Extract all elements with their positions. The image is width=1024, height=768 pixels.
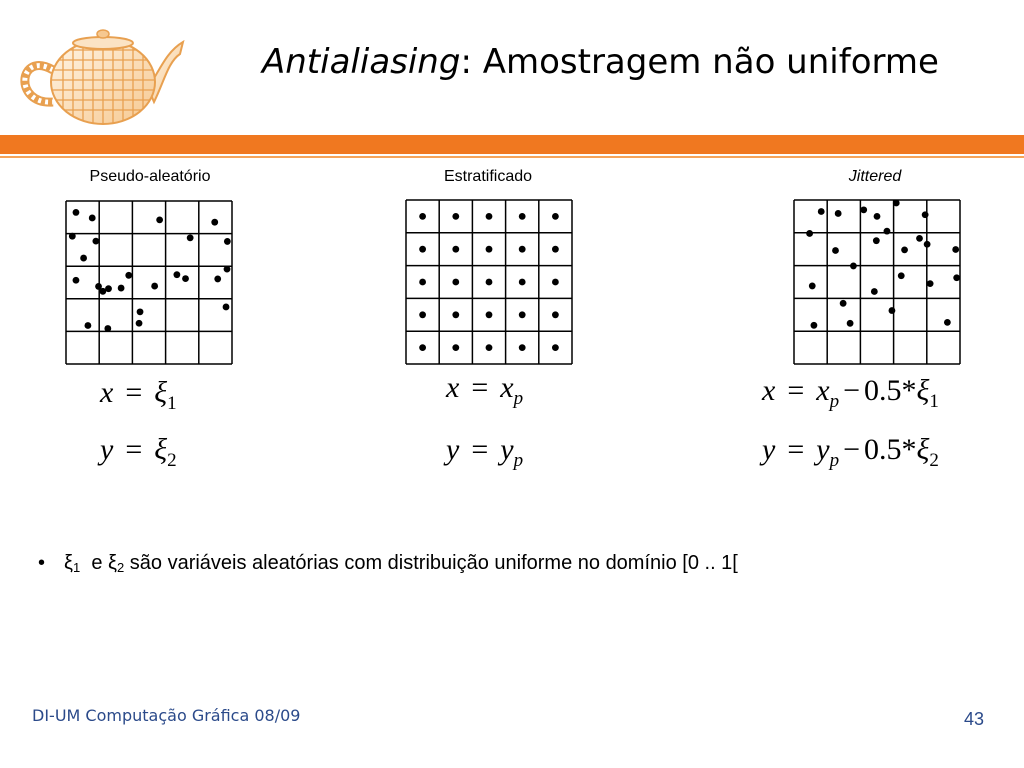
sample-point [519,213,526,220]
sample-point [850,263,857,270]
sample-point [105,285,112,292]
sample-point [832,247,839,254]
sample-point [835,210,842,217]
sample-point [486,213,493,220]
sample-point [80,255,87,262]
teapot-logo-icon [8,10,188,130]
stratified-grid [404,198,574,366]
slide-title [262,38,962,86]
sample-point [927,280,934,287]
formula-pseudo-x: $x = \xi_1$ [100,376,177,414]
sample-point [519,344,526,351]
formula-stratified-y: $y = y_p$ [446,433,524,471]
sample-point [953,274,960,281]
sample-point [898,272,905,279]
sample-point [452,279,459,286]
jittered-grid [792,198,962,366]
sample-point [486,279,493,286]
footer-course: DI-UM Computação Gráfica 08/09 [32,706,301,725]
sample-point [452,213,459,220]
sample-point [916,235,923,242]
sample-point [419,279,426,286]
title-italic: Antialiasing [262,42,461,82]
sample-point [151,283,158,290]
sample-point [486,311,493,318]
sample-point [893,200,900,207]
sample-point [419,311,426,318]
label-jittered: Jittered [848,168,902,185]
sample-point [89,215,96,222]
sample-point [871,288,878,295]
sample-point [552,311,559,318]
sample-point [69,233,76,240]
bullet-point: • $\xi_1$ e $\xi_2$ são variáveis aleatórias com distribuição uniforme no domínio [0 .. 1[ [38,552,738,575]
pseudo-random-grid [64,199,234,366]
sample-point [884,228,891,235]
sample-point [519,311,526,318]
bullet-text: são variáveis aleatórias com distribuição uniforme no domínio [0 .. 1[ [129,552,738,574]
sample-point [125,272,132,279]
sample-point [118,285,125,292]
sample-point [486,246,493,253]
sample-point [486,344,493,351]
sample-point [818,208,825,215]
formula-jittered-x: $x = x_p - 0.5*\xi_1$ [762,374,939,412]
sample-point [847,320,854,327]
sample-point [452,246,459,253]
sample-point [173,271,180,278]
sample-point [552,344,559,351]
bullet-icon: • [38,552,46,574]
orange-accent-line [0,156,1024,158]
sample-point [924,241,931,248]
sample-point [419,246,426,253]
sample-point [452,311,459,318]
sample-point [182,275,189,282]
sample-point [92,238,99,245]
sample-point [214,276,221,283]
sample-point [419,213,426,220]
formula-stratified-x: $x = x_p$ [446,371,524,409]
sample-point [156,217,163,224]
sample-point [211,219,218,226]
sample-point [419,344,426,351]
sample-point [806,230,813,237]
sample-point [874,213,881,220]
label-stratified: Estratificado [443,168,533,185]
sample-point [840,300,847,307]
sample-point [889,307,896,314]
sample-point [873,237,880,244]
sample-point [73,209,80,216]
title-rest: : Amostragem não uniforme [460,42,939,82]
sample-point [187,234,194,241]
orange-accent-bar [0,135,1024,154]
sample-point [952,246,959,253]
sample-point [552,213,559,220]
sample-point [85,322,92,329]
sample-point [552,279,559,286]
sample-point [860,206,867,213]
sample-point [809,283,816,290]
sample-point [922,211,929,218]
sample-point [552,246,559,253]
formula-pseudo-y: $y = \xi_2$ [100,433,177,471]
formula-jittered-y: $y = y_p - 0.5*\xi_2$ [762,433,939,471]
sample-point [73,277,80,284]
sample-point [137,308,144,315]
sample-point [224,238,231,245]
sample-point [519,279,526,286]
sample-point [223,304,230,311]
sample-point [944,319,951,326]
sample-point [519,246,526,253]
sample-point [136,320,143,327]
sample-point [452,344,459,351]
page-number: 43 [964,709,985,729]
sample-point [104,325,111,332]
sample-point [811,322,818,329]
label-pseudo-random: Pseudo-aleatório [89,168,211,185]
sample-point [901,246,908,253]
sample-point [224,266,231,273]
